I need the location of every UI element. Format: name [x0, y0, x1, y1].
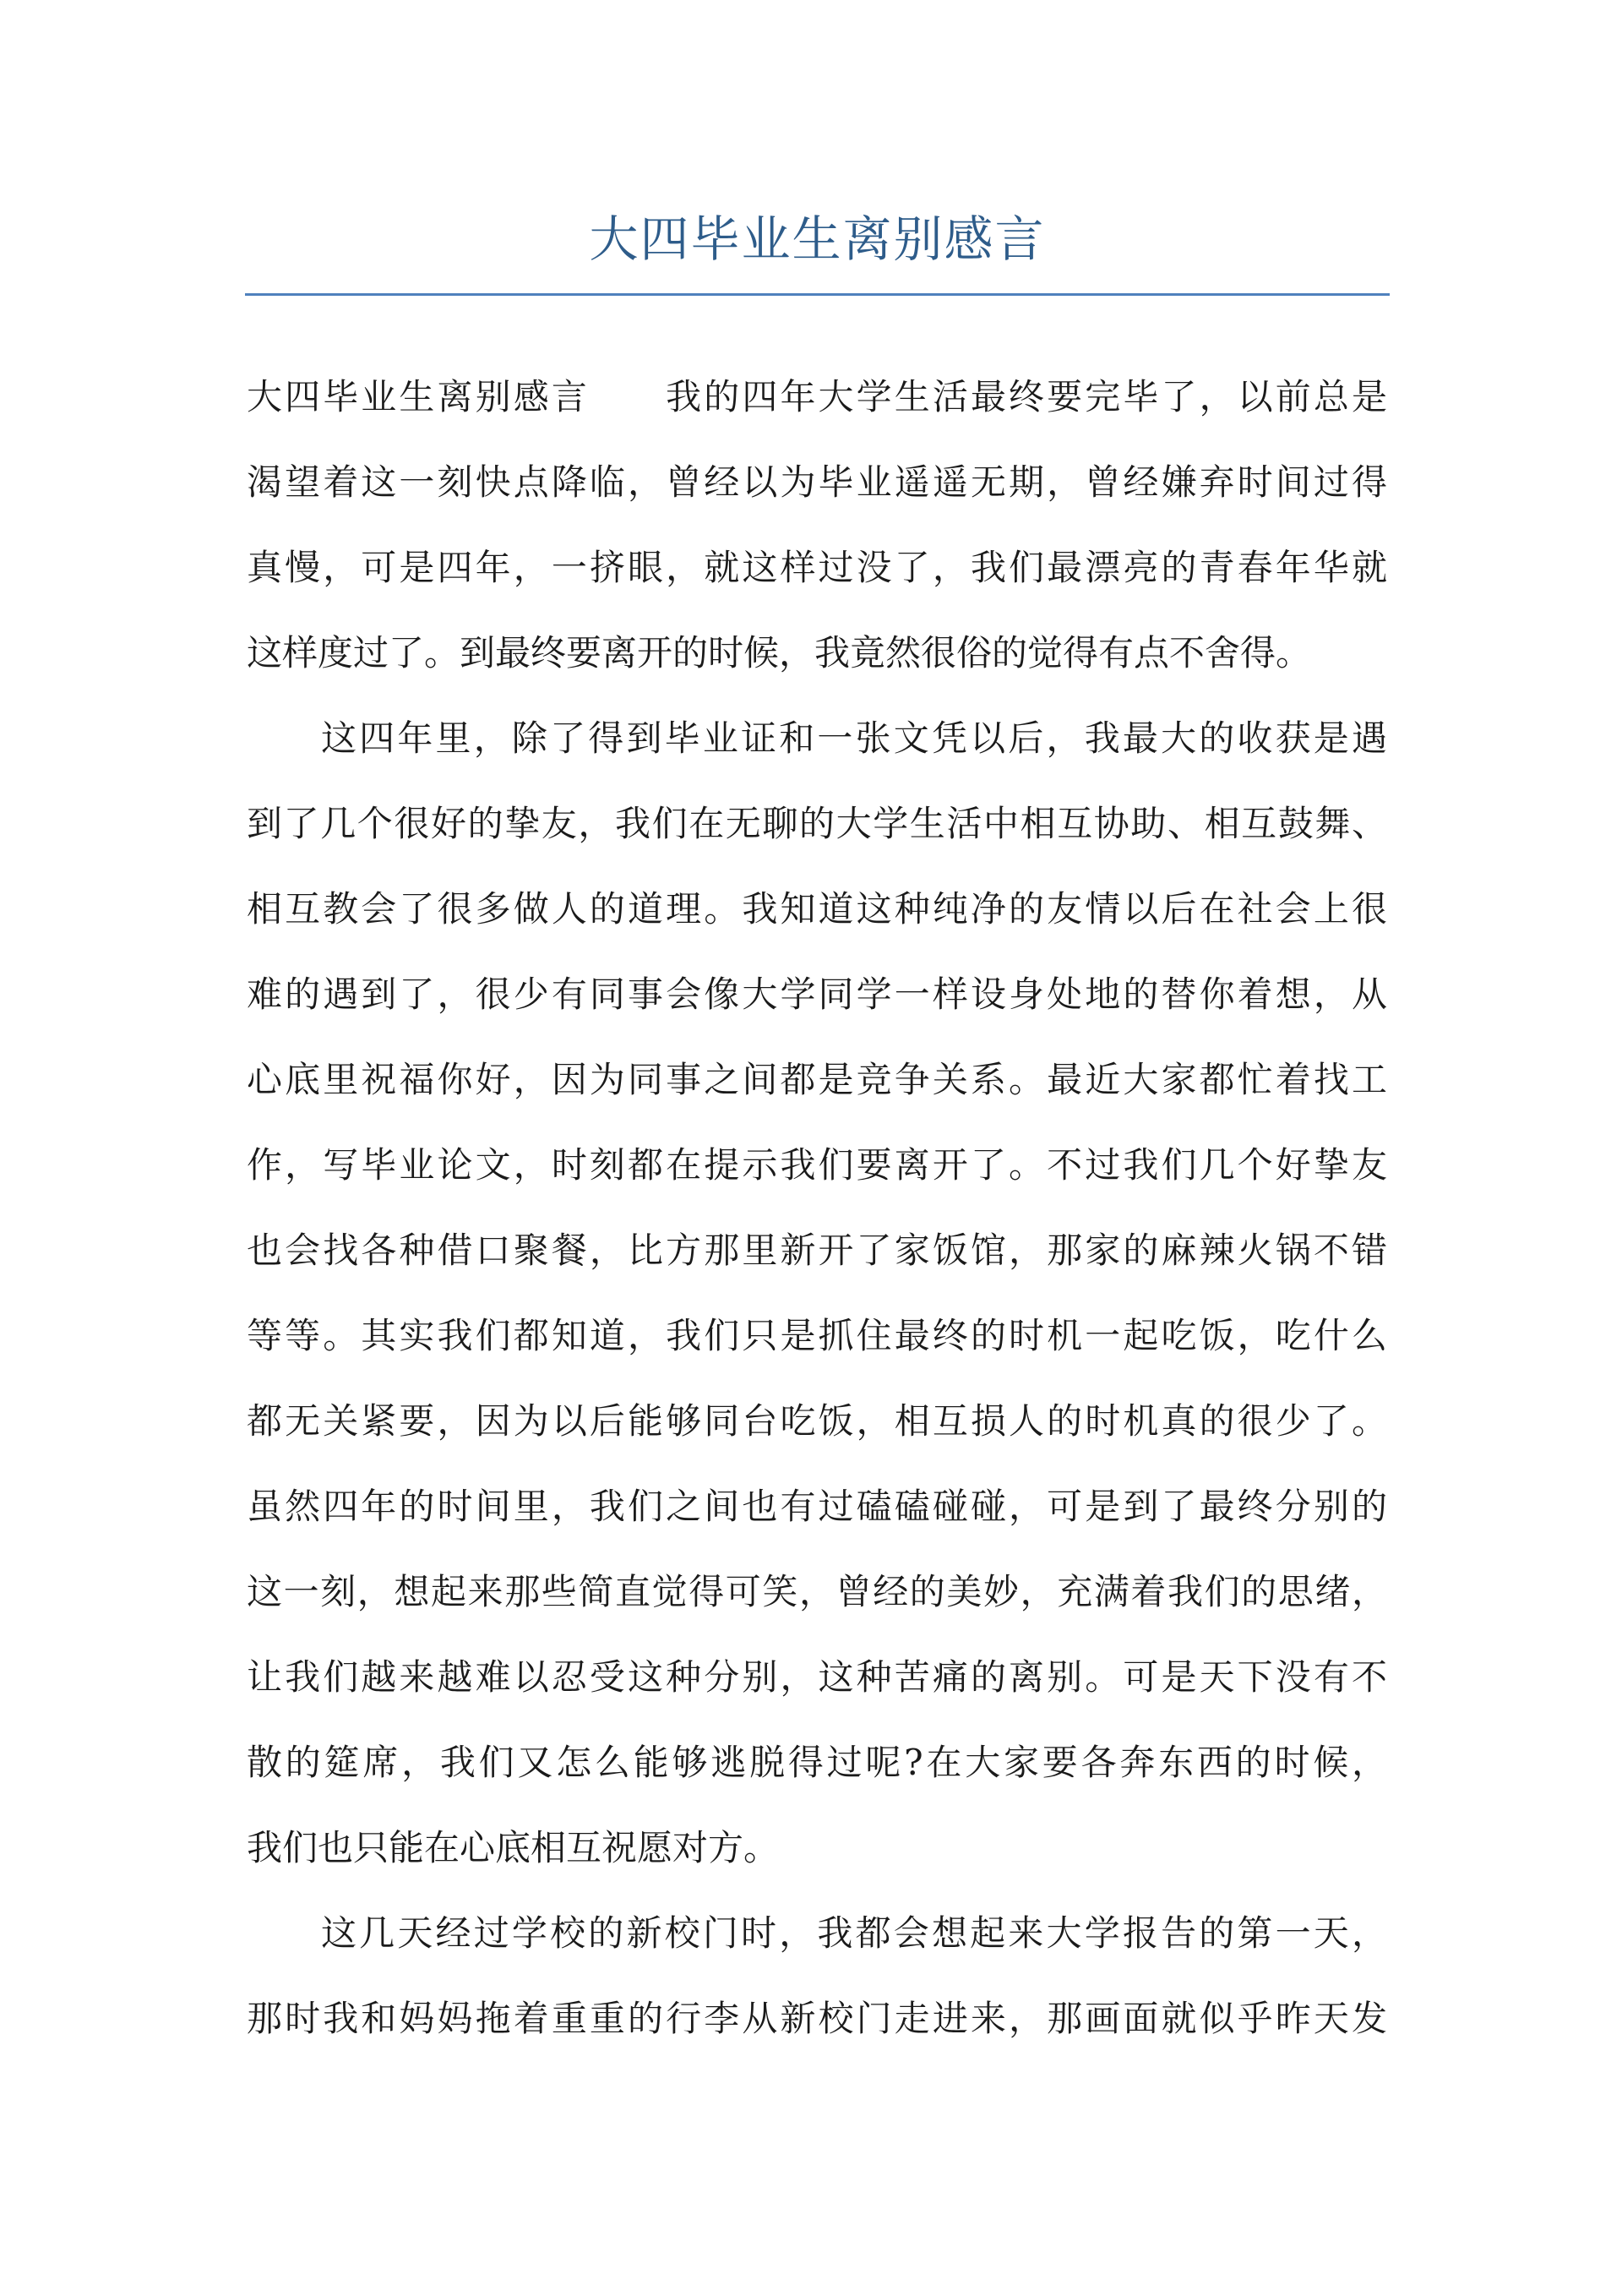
title-divider — [245, 293, 1390, 296]
document-body — [247, 354, 1387, 2061]
body-line: 渴望着这一刻快点降临，曾经以为毕业遥遥无期，曾经嫌弃时间过得 — [247, 461, 1387, 503]
body-line: 也会找各种借口聚餐，比方那里新开了家饭馆，那家的麻辣火锅不错 — [247, 1230, 1387, 1271]
body-line: 相互教会了很多做人的道理。我知道这种纯净的友情以后在社会上很 — [247, 888, 1387, 930]
body-line: 难的遇到了，很少有同事会像大学同学一样设身处地的替你着想，从 — [247, 973, 1387, 1015]
body-line: 虽然四年的时间里，我们之间也有过磕磕碰碰，可是到了最终分别的 — [247, 1486, 1387, 1527]
body-line: 真慢，可是四年，一挤眼，就这样过没了，我们最漂亮的青春年华就 — [247, 547, 1387, 588]
body-line: 散的筵席，我们又怎么能够逃脱得过呢?在大家要各奔东西的时候， — [247, 1742, 1387, 1783]
body-line: 这几天经过学校的新校门时，我都会想起来大学报告的第一天， — [321, 1912, 1387, 1954]
body-line: 大四毕业生离别感言 我的四年大学生活最终要完毕了，以前总是 — [247, 376, 1387, 417]
body-line: 心底里祝福你好，因为同事之间都是竞争关系。最近大家都忙着找工 — [247, 1059, 1387, 1100]
body-line: 等等。其实我们都知道，我们只是抓住最终的时机一起吃饭，吃什么 — [247, 1315, 1387, 1356]
body-line: 作，写毕业论文，时刻都在提示我们要离开了。不过我们几个好挚友 — [247, 1144, 1387, 1186]
body-line: 让我们越来越难以忍受这种分别，这种苦痛的离别。可是天下没有不 — [247, 1656, 1387, 1698]
body-line: 那时我和妈妈拖着重重的行李从新校门走进来，那画面就似乎昨天发 — [247, 1998, 1387, 2039]
body-line: 这样度过了。到最终要离开的时候，我竟然很俗的觉得有点不舍得。 — [247, 632, 1312, 674]
body-line: 这四年里，除了得到毕业证和一张文凭以后，我最大的收获是遇 — [321, 717, 1387, 759]
body-line: 我们也只能在心底相互祝愿对方。 — [247, 1827, 780, 1868]
body-line: 这一刻，想起来那些简直觉得可笑，曾经的美妙，充满着我们的思绪， — [247, 1571, 1387, 1612]
body-line: 都无关紧要，因为以后能够同台吃饭，相互损人的时机真的很少了。 — [247, 1400, 1387, 1442]
body-line: 到了几个很好的挚友，我们在无聊的大学生活中相互协助、相互鼓舞、 — [247, 803, 1387, 844]
document-title: 大四毕业生离别感言 — [589, 210, 1046, 268]
